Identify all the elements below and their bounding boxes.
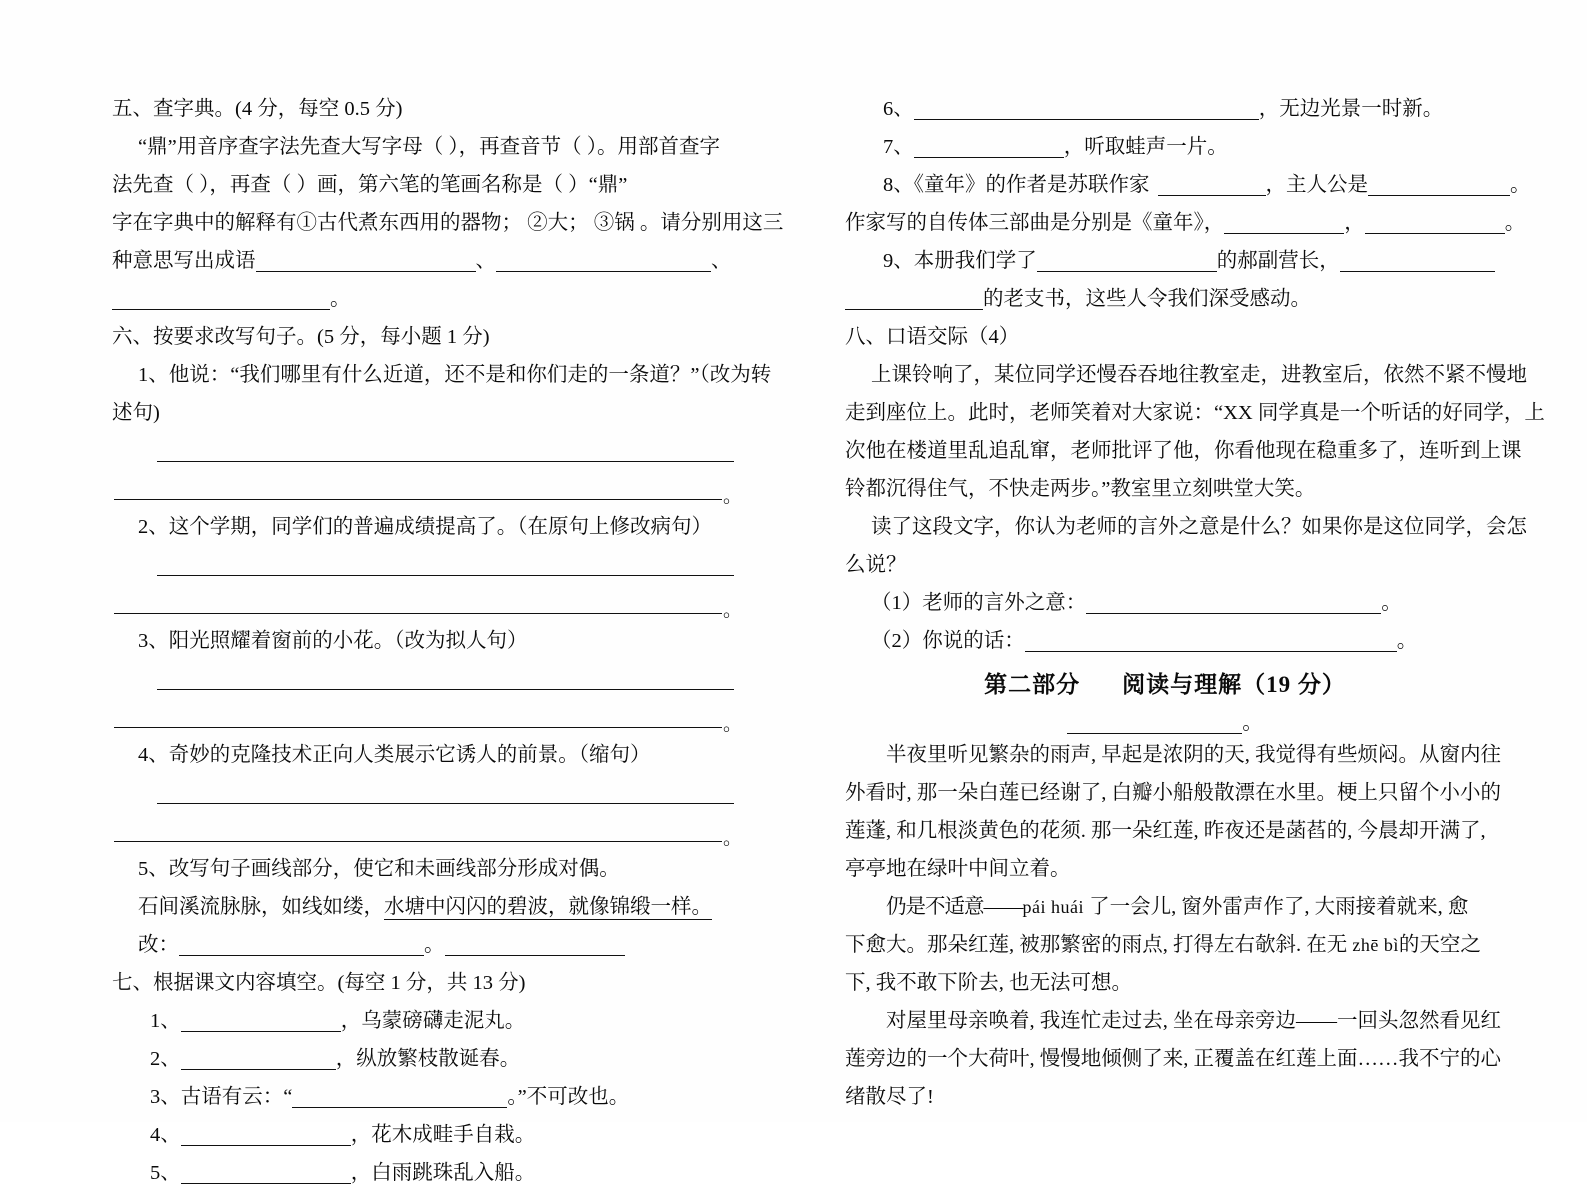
fill-blank-protagonist[interactable] — [1368, 172, 1510, 196]
fill-blank-trilogy-2[interactable] — [1224, 210, 1344, 234]
section-7-item-8-num: 8、 — [883, 174, 914, 196]
section-8-sub-item-1-dot: 。 — [1381, 592, 1402, 614]
fill-blank-7-2[interactable] — [181, 1046, 336, 1070]
section-8-sub-item-2-dot: 。 — [1396, 630, 1418, 652]
left-column — [112, 90, 784, 1192]
answer-line-1b[interactable] — [112, 470, 752, 508]
section-6-item-3-text: 阳光照耀着窗前的小花。（改为拟人句） — [168, 630, 528, 652]
section-5-line-2: 法先查（ ），再查（ ）画，第六笔的笔画名称是（ ）“鼎” — [112, 174, 628, 196]
section-6-item-5-sentence — [112, 888, 752, 926]
section-7-continued — [845, 90, 1531, 318]
answer-label: 改： — [138, 934, 179, 956]
passage-title-dot: 。 — [1242, 712, 1263, 734]
fill-blank-author[interactable] — [1158, 172, 1266, 196]
section-6-item-5-text: 改写句子画线部分，使它和未画线部分形成对偶。 — [168, 858, 620, 880]
section-7-item-8-line2-mid: ， — [1344, 212, 1365, 234]
passage-p1-line-1: 半夜里听见繁杂的雨声, 早起是浓阴的天, 我觉得有些烦闷。从窗内往 — [886, 744, 1501, 766]
answer-line-2a[interactable] — [112, 546, 752, 584]
section-6-item-5 — [112, 850, 752, 888]
passage-p3-line-2: 莲旁边的一个大荷叶, 慢慢地倾侧了来, 正覆盖在红莲上面……我不宁的心 — [845, 1048, 1501, 1070]
section-7 — [112, 964, 752, 1192]
answer-line-4b[interactable] — [112, 812, 752, 850]
section-7-item-8-line2 — [845, 204, 1526, 242]
fill-blank-9-2[interactable] — [1340, 248, 1495, 272]
answer-line-4a[interactable] — [112, 774, 752, 812]
fill-blank-9-1[interactable] — [1037, 248, 1217, 272]
passage-p2-line-1-post: 了一会儿, 窗外雷声作了, 大雨接着就来, 愈 — [1083, 896, 1469, 918]
section-8-sub-item-1-label: （1）老师的言外之意： — [871, 592, 1087, 614]
section-7-item-8 — [845, 166, 1531, 204]
fill-blank-9-3[interactable] — [845, 286, 983, 310]
section-7-item-5-num: 5、 — [150, 1162, 181, 1184]
passage-p1-line-2: 外看时, 那一朵白莲已经谢了, 白瓣小船般散漂在水里。梗上只留个小小的 — [845, 782, 1501, 804]
section-7-item-8-part3: 。 — [1510, 174, 1531, 196]
right-column — [845, 90, 1545, 1116]
section-7-item-6-after: ，无边光景一时新。 — [1258, 98, 1444, 120]
passage-p1-line-4: 亭亭地在绿叶中间立着。 — [845, 858, 1071, 880]
section-7-item-7-num: 7、 — [883, 136, 914, 158]
section-5-sep-2: 、 — [711, 250, 732, 272]
pinyin-zhebi: zhē bì — [1352, 935, 1399, 955]
section-6-item-4-num: 4、 — [138, 744, 169, 766]
section-7-item-8-part1: 《童年》的作者是苏联作家 — [913, 174, 1150, 196]
sentence-plain-part: 石间溪流脉脉，如线如缕， — [138, 896, 384, 918]
passage-title-row — [845, 704, 1485, 736]
passage-p2-line-1 — [845, 888, 1485, 926]
section-6-item-5-num: 5、 — [138, 858, 169, 880]
section-6-item-3 — [112, 622, 752, 660]
passage-p2-line-2-pre: 下愈大。那朵红莲, 被那繁密的雨点, 打得左右欹斜. 在无 — [845, 934, 1353, 956]
section-7-item-4-after: ，花木成畦手自栽。 — [350, 1124, 536, 1146]
idiom-blank-1[interactable] — [256, 248, 476, 272]
section-7-item-1 — [112, 1002, 752, 1040]
section-6-item-1 — [112, 356, 772, 394]
section-7-item-3-before: 古语有云：“ — [180, 1086, 293, 1108]
idiom-blank-3[interactable] — [112, 286, 330, 310]
passage-p2-line-2-post: 的天空之 — [1398, 934, 1481, 956]
section-6-item-4-text: 奇妙的克隆技术正向人类展示它诱人的前景。（缩句） — [168, 744, 651, 766]
answer-line-2b-dot: 。 — [722, 600, 742, 621]
passage-paragraph-1 — [845, 736, 1501, 888]
section-5-line-4-label: 种意思写出成语 — [112, 250, 256, 272]
fill-blank-7-4[interactable] — [181, 1122, 351, 1146]
section-5-line-1: “鼎”用音序查字法先查大写字母（ ），再查音节（ ）。用部首查字 — [138, 136, 720, 158]
section-6-item-3-num: 3、 — [138, 630, 169, 652]
section-8-para-line-2: 走到座位上。此时，老师笑着对大家说：“XX 同学真是一个听话的好同学，上 — [845, 402, 1545, 424]
passage-p3-line-3: 绪散尽了! — [845, 1086, 934, 1108]
fill-blank-7-5[interactable] — [181, 1160, 351, 1184]
section-8-para-line-3: 次他在楼道里乱追乱窜，老师批评了他，你看他现在稳重多了，连听到上课 — [845, 440, 1522, 462]
section-7-heading: 七、根据课文内容填空。(每空 1 分，共 13 分) — [112, 972, 526, 994]
section-6-item-1-num: 1、 — [138, 364, 169, 386]
section-5 — [112, 90, 784, 318]
part-2-title-points: （19 分） — [1242, 672, 1346, 697]
section-7-item-3-num: 3、 — [150, 1086, 181, 1108]
section-7-item-9 — [845, 242, 1485, 280]
section-6-item-2-num: 2、 — [138, 516, 169, 538]
part-2-title-sub: 阅读与理解 — [1122, 672, 1243, 697]
section-6-item-2-text: 这个学期，同学们的普遍成绩提高了。（在原句上修改病句） — [168, 516, 712, 538]
section-7-item-2-after: ，纵放繁枝散诞春。 — [335, 1048, 521, 1070]
duiou-blank-1[interactable] — [179, 932, 424, 956]
section-8-para-line-4: 铃都沉得住气，不快走两步。”教室里立刻哄堂大笑。 — [845, 478, 1316, 500]
section-5-line-5 — [112, 280, 752, 318]
passage-p2-line-2 — [845, 926, 1485, 964]
section-6-item-4 — [112, 736, 752, 774]
passage-paragraph-3 — [845, 1002, 1501, 1116]
section-8-heading: 八、口语交际（4） — [845, 326, 1020, 348]
section-8-sub-item-2-label: （2）你说的话： — [871, 630, 1025, 652]
section-6-heading: 六、按要求改写句子。(5 分，每小题 1 分) — [112, 326, 490, 348]
section-7-item-1-num: 1、 — [150, 1010, 181, 1032]
section-7-item-3 — [112, 1078, 752, 1116]
section-7-item-7 — [845, 128, 1485, 166]
answer-line-2b[interactable] — [112, 584, 752, 622]
section-6 — [112, 318, 772, 964]
section-8 — [845, 318, 1545, 660]
sentence-underlined-part: 水塘中闪闪的碧波，就像锦缎一样。 — [384, 896, 712, 918]
section-7-item-5-after: ，白雨跳珠乱入船。 — [350, 1162, 536, 1184]
section-6-item-5-answer — [112, 926, 752, 964]
part-2 — [845, 666, 1501, 1116]
section-8-para-line-1: 上课铃响了，某位同学还慢吞吞地往教室走，进教室后，依然不紧不慢地 — [871, 364, 1527, 386]
passage-p2-line-3: 下, 我不敢下阶去, 也无法可想。 — [845, 972, 1132, 994]
section-7-item-9-part1: 本册我们学了 — [913, 250, 1037, 272]
section-7-item-9-part2: 的郝副营长， — [1216, 250, 1340, 272]
section-5-sep-1: 、 — [475, 250, 496, 272]
section-6-item-1-cont: 述句) — [112, 402, 160, 424]
section-8-question-line-1: 读了这段文字，你认为老师的言外之意是什么？如果你是这位同学，会怎 — [871, 516, 1527, 538]
section-7-item-2 — [112, 1040, 752, 1078]
section-7-item-9-line2-after: 的老支书，这些人令我们深受感动。 — [983, 288, 1311, 310]
passage-p3-line-1: 对屋里母亲唤着, 我连忙走过去, 坐在母亲旁边——一回头忽然看见红 — [886, 1010, 1501, 1032]
part-2-title — [845, 666, 1485, 704]
section-8-question-line-2: 么说？ — [845, 554, 907, 576]
fill-blank-7-7[interactable] — [914, 134, 1064, 158]
passage-p2-line-1-pre: 仍是不适意—— — [886, 896, 1023, 918]
answer-line-1b-dot: 。 — [722, 486, 742, 507]
passage-paragraph-2 — [845, 888, 1485, 1002]
duiou-blank-2[interactable] — [445, 932, 625, 956]
section-8-sub-item-1 — [845, 584, 1485, 622]
answer-blank-teacher-meaning[interactable] — [1086, 590, 1381, 614]
fill-blank-7-3[interactable] — [292, 1084, 507, 1108]
answer-blank-your-words[interactable] — [1025, 628, 1397, 652]
pinyin-paihuai: pái huái — [1022, 897, 1084, 917]
answer-line-3b[interactable] — [112, 698, 752, 736]
section-7-item-8-line2-prefix: 作家写的自传体三部曲是分别是《童年》， — [845, 212, 1225, 234]
section-6-item-1-text: 他说：“我们哪里有什么近道，还不是和你们走的一条道？”（改为转 — [168, 364, 772, 386]
section-7-item-1-after: ，乌蒙磅礴走泥丸。 — [340, 1010, 526, 1032]
section-7-item-8-line2-end: 。 — [1504, 212, 1526, 234]
section-5-line-3: 字在字典中的解释有①古代煮东西用的器物； ②大； ③锅 。请分别用这三 — [112, 212, 784, 234]
answer-line-3a[interactable] — [112, 660, 752, 698]
answer-line-1a[interactable] — [112, 432, 752, 470]
section-7-item-9-num: 9、 — [883, 250, 914, 272]
idiom-blank-2[interactable] — [496, 248, 711, 272]
section-6-item-2 — [112, 508, 752, 546]
section-7-item-4-num: 4、 — [150, 1124, 181, 1146]
section-5-line-4 — [112, 242, 752, 280]
answer-line-4b-dot: 。 — [722, 828, 742, 849]
section-7-item-6 — [845, 90, 1485, 128]
fill-blank-7-1[interactable] — [181, 1008, 341, 1032]
passage-title-blank[interactable] — [1067, 710, 1242, 734]
fill-blank-trilogy-3[interactable] — [1365, 210, 1505, 234]
fill-blank-7-6[interactable] — [914, 96, 1259, 120]
part-2-title-main: 第二部分 — [984, 672, 1081, 697]
answer-line-3b-dot: 。 — [722, 714, 742, 735]
section-7-item-6-num: 6、 — [883, 98, 914, 120]
section-7-item-7-after: ，听取蛙声一片。 — [1063, 136, 1228, 158]
section-5-heading: 五、查字典。(4 分，每空 0.5 分) — [112, 98, 403, 120]
section-5-line-5-dot: 。 — [330, 288, 351, 310]
section-8-sub-item-2 — [845, 622, 1485, 660]
section-7-item-5 — [112, 1154, 752, 1192]
answer-dot: 。 — [424, 934, 445, 956]
section-7-item-9-line2 — [845, 280, 1485, 318]
section-7-item-8-part2: ，主人公是 — [1265, 174, 1368, 196]
passage-p1-line-3: 莲蓬, 和几根淡黄色的花须. 那一朵红莲, 昨夜还是菡萏的, 今晨却开满了, — [845, 820, 1486, 842]
section-7-item-2-num: 2、 — [150, 1048, 181, 1070]
section-7-item-3-after: 。”不可改也。 — [507, 1086, 630, 1108]
